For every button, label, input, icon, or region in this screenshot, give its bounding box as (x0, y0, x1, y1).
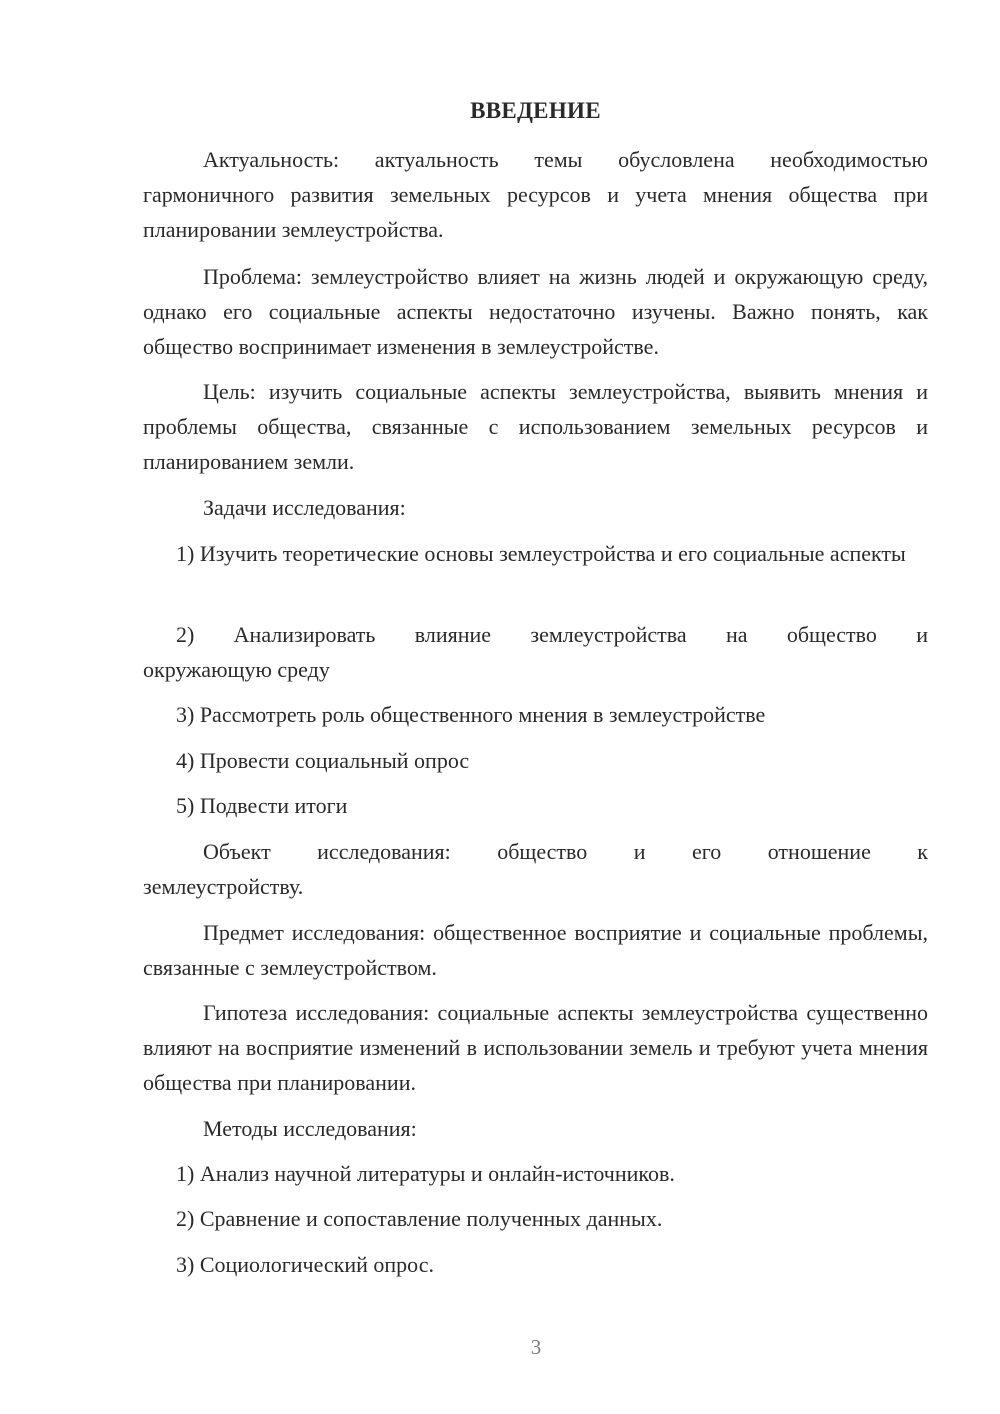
task-item-2 (143, 617, 928, 687)
task-item-1: 1) Изучить теоретические основы землеустройства и его социальные аспекты (176, 541, 906, 566)
task-item-2-line-1: 2) Анализировать влияние землеустройства на общество и (176, 622, 928, 647)
task-item-3: 3) Рассмотреть роль общественного мнения в землеустройстве (176, 702, 766, 727)
methods-heading: Методы исследования: (203, 1116, 417, 1141)
task-item-5: 5) Подвести итоги (176, 793, 348, 818)
page-number: 3 (530, 1335, 542, 1359)
page-title: ВВЕДЕНИЕ (470, 98, 601, 123)
paragraph-object-line-1: Объект исследования: общество и его отношение к (203, 839, 928, 864)
paragraph-subject: Предмет исследования: общественное восприятие и социальные проблемы, связанные с землеустройством. (143, 920, 928, 980)
paragraph-object-line-2: землеустройству. (143, 874, 304, 899)
paragraph-goal: Цель: изучить социальные аспекты землеустройства, выявить мнения и проблемы общества, связанные с использованием земельных ресурсов и планированием земли. (143, 379, 928, 474)
task-item-4: 4) Провести социальный опрос (176, 748, 470, 773)
method-item-2: 2) Сравнение и сопоставление полученных данных. (176, 1206, 663, 1231)
paragraph-object (143, 834, 928, 904)
method-item-1: 1) Анализ научной литературы и онлайн-источников. (176, 1161, 675, 1186)
tasks-heading: Задачи исследования: (203, 495, 406, 520)
task-item-2-line-2: окружающую среду (143, 657, 330, 682)
paragraph-relevance: Актуальность: актуальность темы обусловлена необходимостью гармоничного развития земельных ресурсов и учета мнения общества при планировании землеустройства. (143, 147, 928, 242)
paragraph-hypothesis: Гипотеза исследования: социальные аспекты землеустройства существенно влияют на восприятие изменений в использовании земель и требуют учета мнения общества при планировании. (143, 1000, 928, 1095)
method-item-3: 3) Социологический опрос. (176, 1252, 434, 1277)
paragraph-problem: Проблема: землеустройство влияет на жизнь людей и окружающую среду, однако его социальные аспекты недостаточно изучены. Важно понять, как общество воспринимает изменения в землеустройстве. (143, 264, 928, 359)
